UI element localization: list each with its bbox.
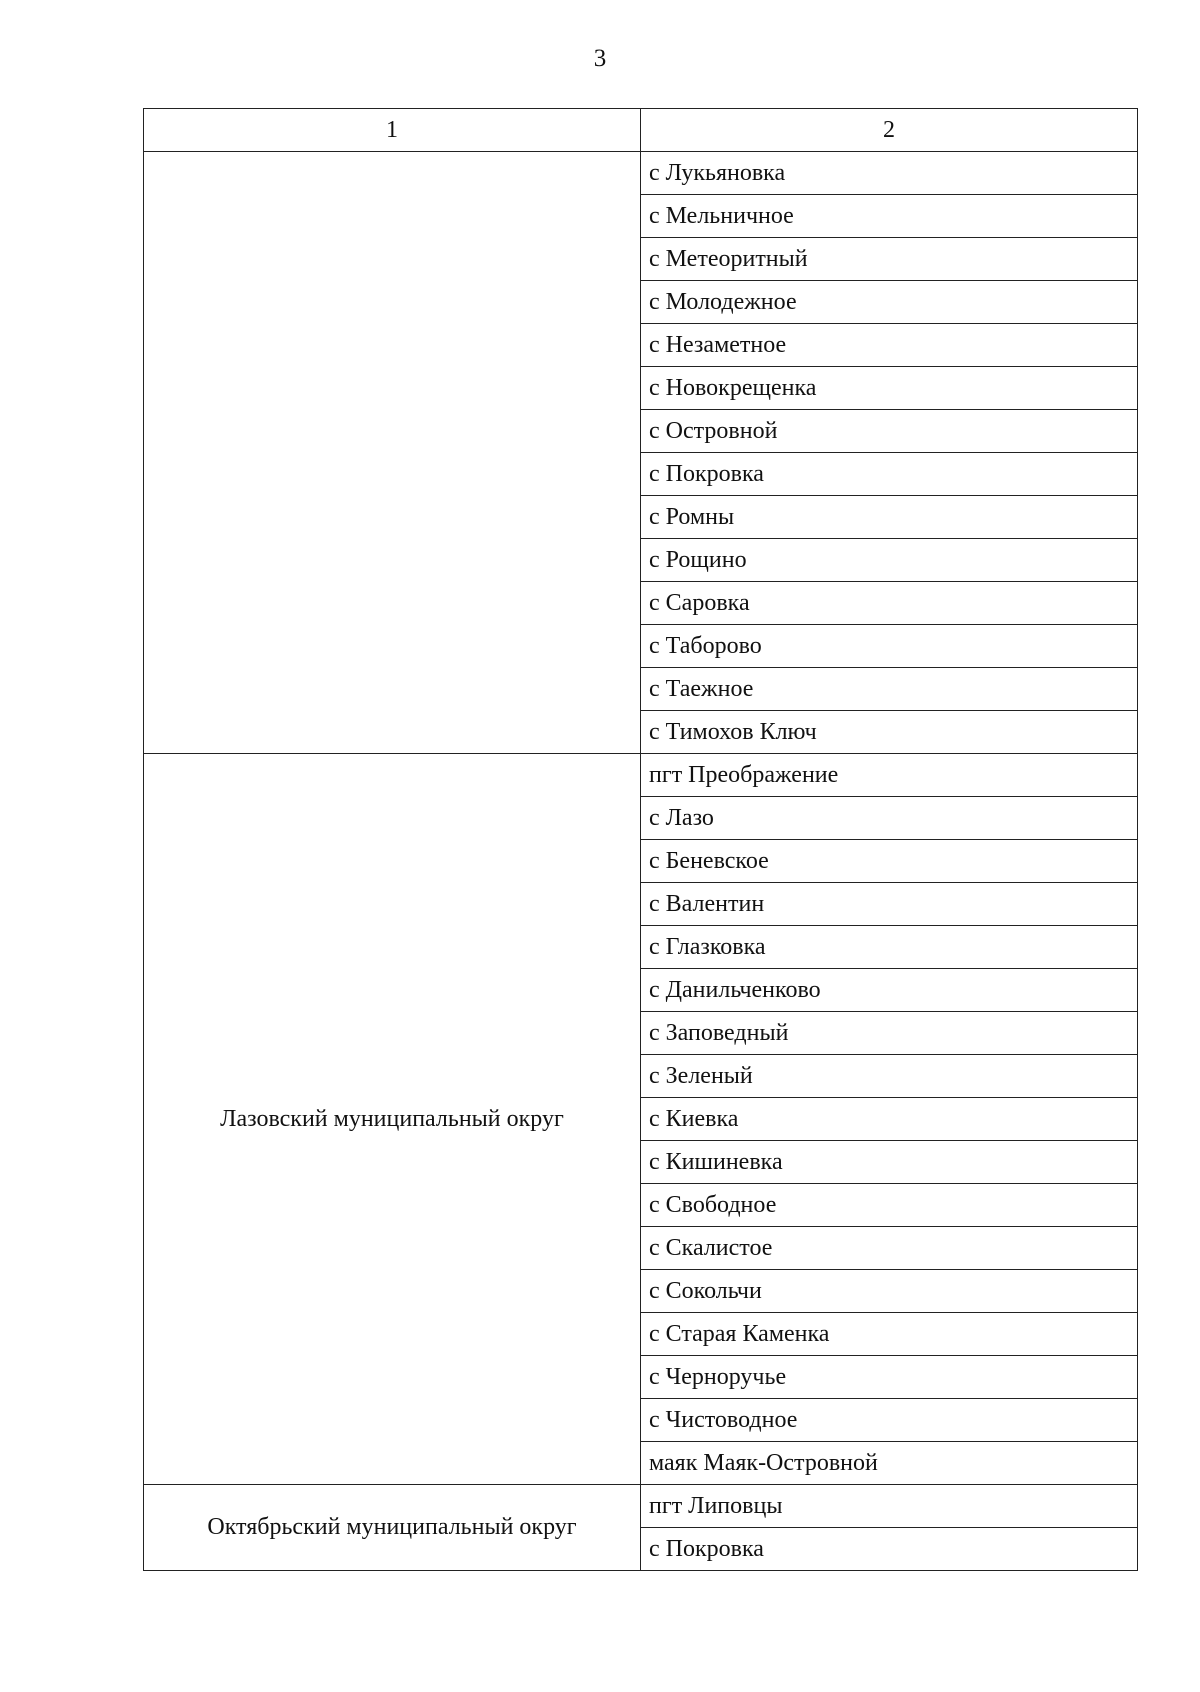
settlement-cell: с Данильченково — [641, 969, 1138, 1012]
settlement-cell: с Кишиневка — [641, 1141, 1138, 1184]
settlement-cell: с Молодежное — [641, 281, 1138, 324]
settlement-cell: с Метеоритный — [641, 238, 1138, 281]
settlement-cell: маяк Маяк-Островной — [641, 1442, 1138, 1485]
settlement-cell: с Валентин — [641, 883, 1138, 926]
table-row — [144, 754, 1138, 797]
settlement-cell: с Ромны — [641, 496, 1138, 539]
settlement-cell: с Сокольчи — [641, 1270, 1138, 1313]
settlement-cell: с Островной — [641, 410, 1138, 453]
column-header-1: 1 — [144, 109, 641, 152]
settlement-cell: с Новокрещенка — [641, 367, 1138, 410]
settlement-cell: с Рощино — [641, 539, 1138, 582]
settlement-cell: с Лазо — [641, 797, 1138, 840]
settlement-cell: с Таежное — [641, 668, 1138, 711]
page-number: 3 — [593, 45, 607, 72]
column-header-2: 2 — [641, 109, 1138, 152]
settlement-cell: с Глазковка — [641, 926, 1138, 969]
settlement-cell: с Саровка — [641, 582, 1138, 625]
table-body — [144, 152, 1138, 1571]
settlement-cell: с Таборово — [641, 625, 1138, 668]
table-header-row — [144, 109, 1138, 152]
settlements-table — [143, 108, 1138, 1571]
district-cell: Лазовский муниципальный округ — [144, 754, 641, 1485]
settlement-cell: с Покровка — [641, 1528, 1138, 1571]
settlement-cell: с Незаметное — [641, 324, 1138, 367]
district-cell — [144, 152, 641, 754]
settlement-cell: с Заповедный — [641, 1012, 1138, 1055]
settlement-cell: с Чистоводное — [641, 1399, 1138, 1442]
settlement-cell: с Зеленый — [641, 1055, 1138, 1098]
settlement-cell: с Свободное — [641, 1184, 1138, 1227]
settlement-cell: с Черноручье — [641, 1356, 1138, 1399]
table-row — [144, 1485, 1138, 1528]
settlement-cell: с Покровка — [641, 453, 1138, 496]
settlement-cell: с Скалистое — [641, 1227, 1138, 1270]
settlement-cell: с Старая Каменка — [641, 1313, 1138, 1356]
district-cell: Октябрьский муниципальный округ — [144, 1485, 641, 1571]
settlement-cell: с Беневское — [641, 840, 1138, 883]
table-row — [144, 152, 1138, 195]
settlement-cell: с Тимохов Ключ — [641, 711, 1138, 754]
settlement-cell: с Лукьяновка — [641, 152, 1138, 195]
settlement-cell: пгт Липовцы — [641, 1485, 1138, 1528]
settlement-cell: с Мельничное — [641, 195, 1138, 238]
settlement-cell: с Киевка — [641, 1098, 1138, 1141]
settlement-cell: пгт Преображение — [641, 754, 1138, 797]
